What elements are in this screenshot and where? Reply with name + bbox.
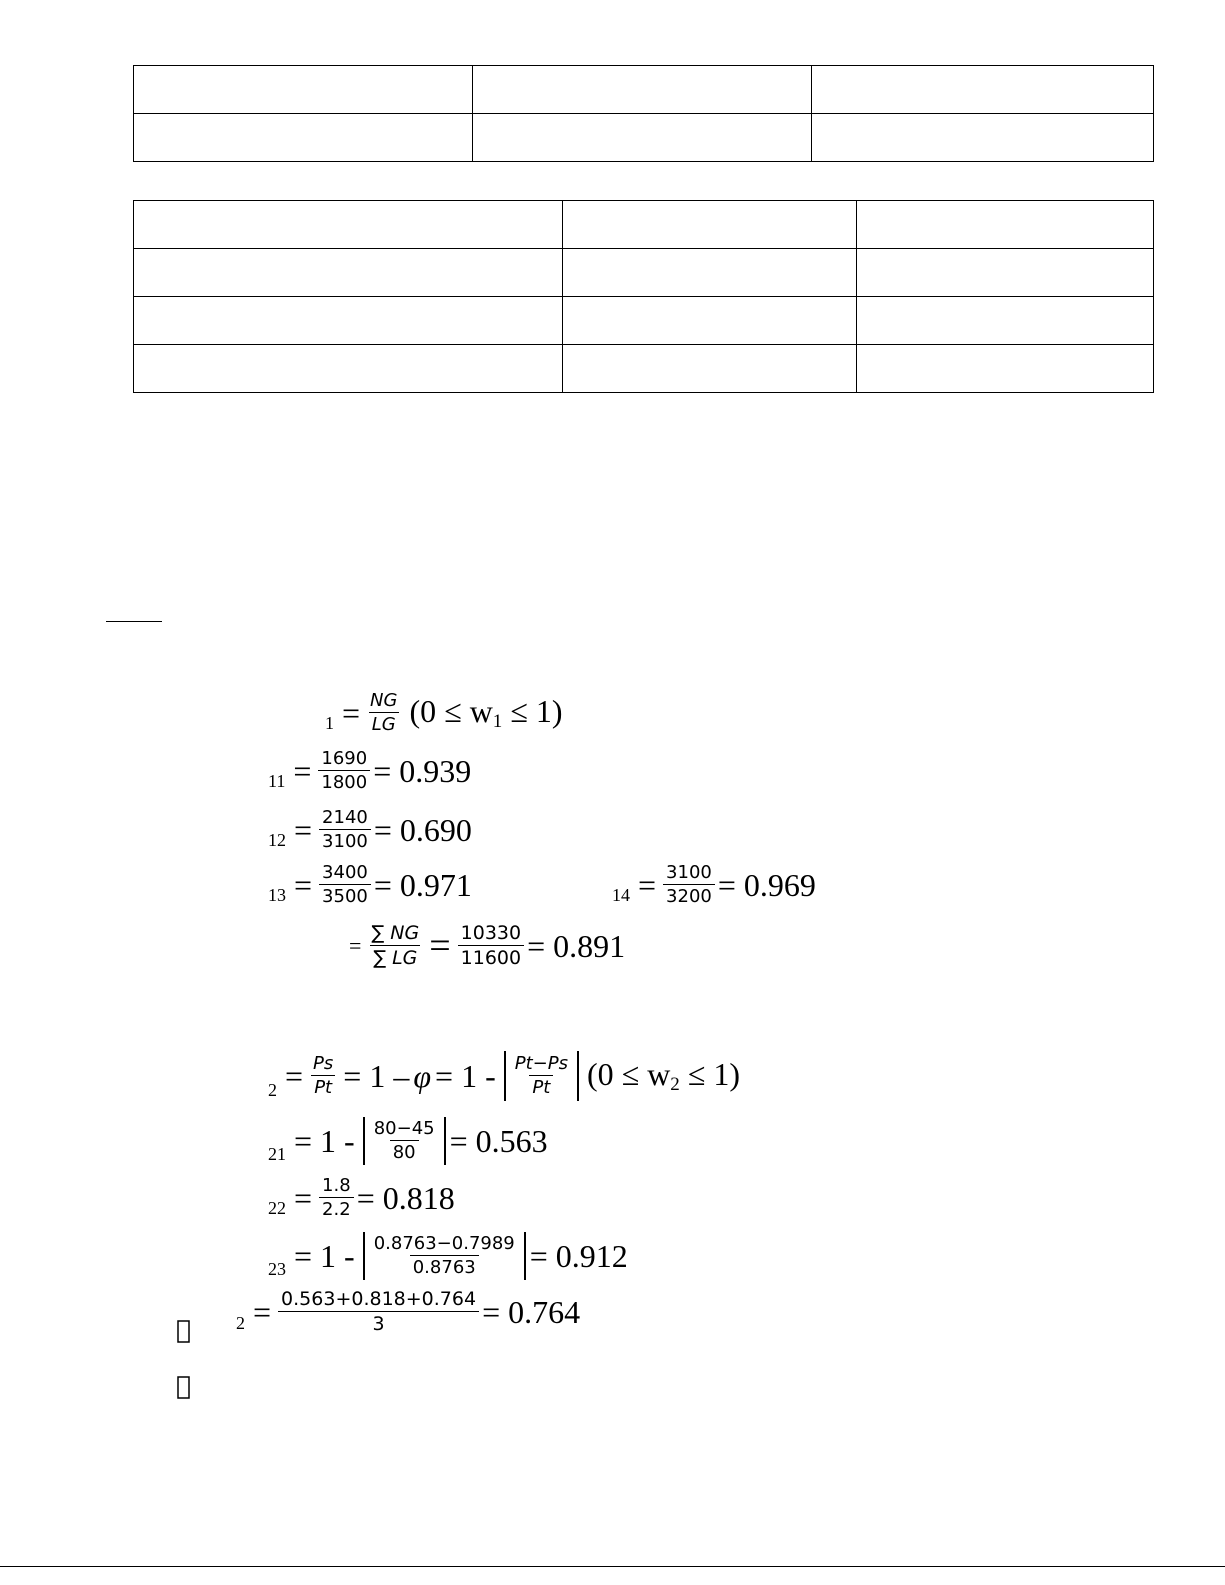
eq-subscript: 21 bbox=[268, 1144, 286, 1164]
expression-part: = 1 - bbox=[435, 1058, 496, 1094]
numerator: NG bbox=[370, 690, 398, 711]
eq-sign: = bbox=[253, 1294, 272, 1330]
table-row bbox=[134, 66, 1154, 114]
numerator: 2140 bbox=[322, 807, 368, 828]
eq-sign: = bbox=[294, 1180, 313, 1216]
fraction bbox=[318, 750, 370, 792]
condition-start: (0 ≤ w bbox=[586, 1056, 671, 1092]
table-cell bbox=[473, 114, 812, 162]
eq-sign: = bbox=[285, 1058, 304, 1094]
eq-sign: = bbox=[429, 925, 451, 967]
equation-w12 bbox=[268, 809, 472, 851]
denominator: 3500 bbox=[319, 884, 371, 906]
result: = 0.912 bbox=[529, 1238, 628, 1274]
denominator: LG bbox=[369, 712, 399, 734]
fraction bbox=[319, 1177, 354, 1219]
denominator: Pt bbox=[529, 1075, 553, 1097]
table-bottom bbox=[133, 200, 1154, 393]
numerator: 3100 bbox=[666, 862, 712, 883]
eq-sign: = bbox=[294, 812, 313, 848]
eq-subscript: 13 bbox=[268, 885, 286, 905]
absolute-value bbox=[363, 1117, 446, 1165]
table-bottom-body bbox=[134, 201, 1154, 393]
condition-subscript: 1 bbox=[492, 711, 503, 732]
table-cell bbox=[134, 201, 563, 249]
table-top bbox=[133, 65, 1154, 162]
table-row bbox=[134, 297, 1154, 345]
denominator: 0.8763 bbox=[410, 1255, 479, 1277]
eq-subscript: 11 bbox=[268, 771, 286, 791]
numerator: 3400 bbox=[322, 862, 368, 883]
fraction bbox=[512, 1055, 571, 1097]
page-bottom-edge bbox=[0, 1566, 1225, 1567]
numerator: 80−45 bbox=[373, 1118, 435, 1139]
numerator: 1.8 bbox=[322, 1175, 351, 1196]
table-cell bbox=[812, 66, 1154, 114]
equation-w1-aggregate bbox=[345, 924, 625, 968]
table-cell bbox=[563, 345, 857, 393]
table-cell bbox=[134, 297, 563, 345]
numerator: 1690 bbox=[321, 748, 368, 769]
fraction bbox=[319, 809, 371, 851]
table-cell bbox=[812, 114, 1154, 162]
equation-w2-average bbox=[236, 1290, 580, 1334]
section-underline bbox=[106, 621, 162, 622]
equation-w22 bbox=[268, 1177, 455, 1219]
eq-sign: = bbox=[293, 753, 312, 789]
eq-sign: = bbox=[294, 867, 313, 903]
numerator: Ps bbox=[313, 1053, 334, 1074]
table-row bbox=[134, 114, 1154, 162]
denominator: 3200 bbox=[663, 884, 715, 906]
fraction-values bbox=[458, 924, 524, 968]
equation-w21 bbox=[268, 1117, 548, 1165]
denominator: 2.2 bbox=[319, 1197, 354, 1219]
numerator: 0.563+0.818+0.764 bbox=[281, 1288, 477, 1310]
table-row bbox=[134, 249, 1154, 297]
fraction bbox=[278, 1290, 479, 1334]
table-cell bbox=[134, 66, 473, 114]
eq-sign: = bbox=[342, 695, 361, 731]
eq-subscript: 1 bbox=[325, 713, 334, 733]
fraction bbox=[371, 1235, 518, 1277]
fraction bbox=[371, 1120, 438, 1162]
table-cell bbox=[134, 249, 563, 297]
absolute-value bbox=[504, 1051, 579, 1101]
equation-w11 bbox=[268, 750, 471, 792]
table-cell bbox=[563, 249, 857, 297]
result: = 0.690 bbox=[373, 812, 472, 848]
denominator: 3 bbox=[278, 1311, 479, 1334]
result: = 0.818 bbox=[356, 1180, 455, 1216]
equation-w1-definition bbox=[325, 692, 563, 734]
result: = 0.971 bbox=[373, 867, 472, 903]
denominator: 11600 bbox=[458, 945, 524, 968]
eq-subscript: 23 bbox=[268, 1259, 286, 1279]
condition-subscript: 2 bbox=[670, 1074, 680, 1095]
table-cell bbox=[857, 249, 1154, 297]
numerator: 10330 bbox=[460, 922, 522, 944]
result: = 0.891 bbox=[527, 928, 626, 964]
condition bbox=[409, 695, 562, 731]
fraction bbox=[367, 692, 400, 734]
result: = 0.563 bbox=[449, 1123, 548, 1159]
table-cell bbox=[563, 297, 857, 345]
result: = 0.939 bbox=[373, 753, 472, 789]
table-cell bbox=[857, 297, 1154, 345]
expression-part: = 1 - bbox=[294, 1123, 355, 1159]
table-row bbox=[134, 201, 1154, 249]
denominator: 1800 bbox=[318, 770, 370, 792]
eq-sign: = bbox=[638, 867, 657, 903]
eq-subscript: 2 bbox=[236, 1313, 245, 1333]
eq-subscript: 12 bbox=[268, 830, 286, 850]
result: = 0.764 bbox=[482, 1294, 581, 1330]
phi-symbol: φ bbox=[413, 1058, 432, 1094]
fraction bbox=[310, 1055, 336, 1097]
denominator: 3100 bbox=[319, 829, 371, 851]
denominator: 80 bbox=[390, 1140, 419, 1162]
result: = 0.969 bbox=[717, 867, 816, 903]
table-cell bbox=[563, 201, 857, 249]
numerator: Pt−Ps bbox=[514, 1053, 568, 1074]
eq-sign: = bbox=[349, 933, 362, 958]
condition-end: ≤ 1) bbox=[502, 693, 563, 729]
table-cell bbox=[134, 114, 473, 162]
equation-w2-definition bbox=[268, 1051, 740, 1101]
denominator: Pt bbox=[311, 1075, 335, 1097]
fraction bbox=[663, 864, 715, 906]
fraction-sum bbox=[368, 924, 422, 968]
denominator: ∑ LG bbox=[370, 945, 420, 968]
expression-part: = 1 - bbox=[294, 1238, 355, 1274]
eq-subscript: 14 bbox=[612, 885, 630, 905]
eq-subscript: 2 bbox=[268, 1080, 277, 1100]
table-top-body bbox=[134, 66, 1154, 162]
eq-subscript: 22 bbox=[268, 1198, 286, 1218]
numerator: ∑ NG bbox=[371, 922, 420, 944]
equation-w14 bbox=[612, 864, 816, 906]
expression-part: = 1 – bbox=[343, 1058, 410, 1094]
table-cell bbox=[473, 66, 812, 114]
table-row bbox=[134, 345, 1154, 393]
bullet-placeholder-icon bbox=[177, 1376, 191, 1400]
equation-w13 bbox=[268, 864, 472, 906]
fraction bbox=[319, 864, 371, 906]
equation-w23 bbox=[268, 1232, 628, 1280]
table-cell bbox=[134, 345, 563, 393]
absolute-value bbox=[363, 1232, 526, 1280]
table-cell bbox=[857, 345, 1154, 393]
condition-start: (0 ≤ w bbox=[409, 693, 493, 729]
condition-end: ≤ 1) bbox=[679, 1056, 741, 1092]
condition bbox=[587, 1058, 740, 1094]
table-cell bbox=[857, 201, 1154, 249]
numerator: 0.8763−0.7989 bbox=[373, 1233, 515, 1254]
bullet-placeholder-icon bbox=[177, 1320, 191, 1344]
